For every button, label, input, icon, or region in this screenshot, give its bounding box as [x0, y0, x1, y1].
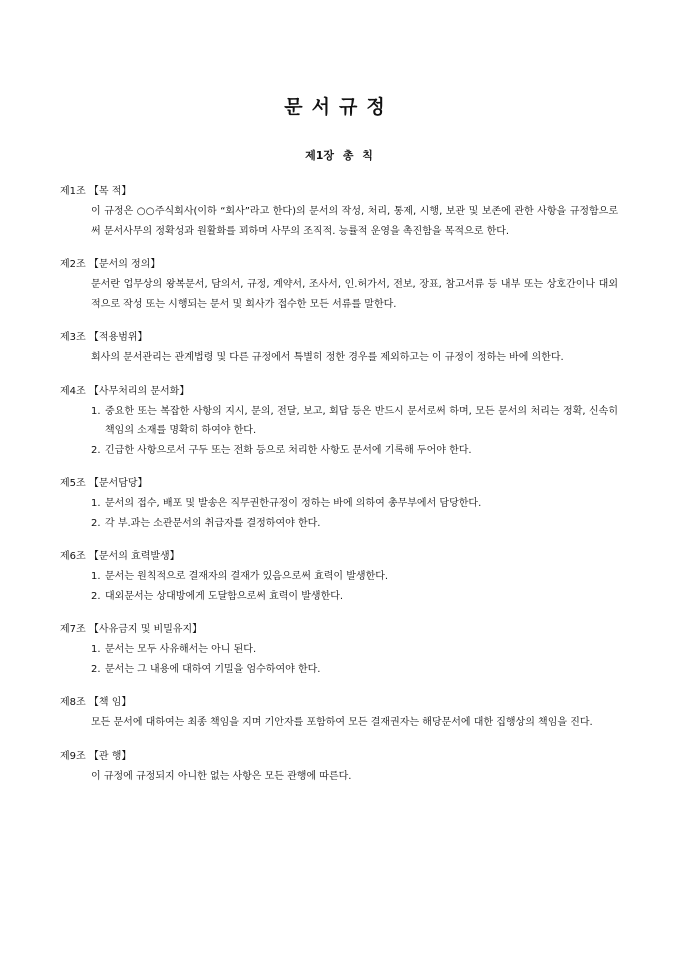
item-number: 2. — [91, 444, 101, 456]
article-heading — [60, 255, 618, 275]
article-number: 제6조 — [60, 551, 86, 562]
article-title: 【관 행】 — [88, 750, 132, 762]
article-title: 【문서의 정의】 — [88, 259, 161, 270]
list-item — [91, 660, 618, 680]
article — [60, 693, 618, 733]
articles-list — [60, 182, 618, 786]
article-heading — [60, 474, 618, 494]
item-text: 문서는 모두 사유해서는 아니 된다. — [105, 644, 257, 655]
item-text: 대외문서는 상대방에게 도달함으로써 효력이 발생한다. — [105, 590, 344, 602]
article-body: 이 규정에 규정되지 아니한 없는 사항은 모든 관행에 따른다. — [91, 770, 352, 782]
article-heading — [60, 182, 618, 202]
article-heading — [60, 328, 618, 348]
article-heading — [60, 382, 618, 402]
item-text: 문서는 원칙적으로 결재자의 결재가 있음으로써 효력이 발생한다. — [105, 571, 389, 582]
document-title: 문서규정 — [284, 96, 394, 118]
article-title: 【사유금지 및 비밀유지】 — [88, 624, 203, 635]
article — [60, 255, 618, 314]
article-title: 【책 임】 — [88, 697, 132, 708]
article — [60, 474, 618, 533]
article-title: 【적용범위】 — [88, 332, 148, 343]
item-number: 2. — [91, 517, 101, 529]
article-heading — [60, 620, 618, 640]
list-item — [91, 567, 618, 587]
article-heading — [60, 693, 618, 713]
article-title: 【문서담당】 — [88, 478, 148, 489]
article-number: 제3조 — [60, 332, 86, 343]
article-items — [60, 494, 618, 533]
item-text: 긴급한 사항으로서 구두 또는 전화 등으로 처리한 사항도 문서에 기록해 두어야 한다. — [105, 444, 472, 456]
item-number: 1. — [91, 498, 101, 509]
article-number: 제1조 — [60, 186, 86, 197]
item-text: 문서의 접수, 배포 및 발송은 직무권한규정이 정하는 바에 의하여 총무부에서 담당한다. — [105, 498, 482, 509]
list-item — [91, 402, 618, 441]
chapter-heading: 제1장 총 칙 — [305, 149, 373, 162]
item-number: 1. — [91, 644, 101, 655]
list-item — [91, 587, 618, 607]
article-body: 문서란 업무상의 왕복문서, 담의서, 규정, 계약서, 조사서, 인.허가서, 전보, 장표, 참고서류 등 내부 또는 상호간이나 대외적으로 작성 또는 시행되는 문서 및 회사가 접수한 모든 서류를 말한다. — [91, 279, 618, 310]
list-item — [91, 441, 618, 461]
item-text: 문서는 그 내용에 대하여 기밀을 엄수하여야 한다. — [105, 663, 321, 675]
article-title: 【목 적】 — [88, 186, 132, 197]
article-title: 【문서의 효력발생】 — [88, 551, 180, 562]
article-heading — [60, 747, 618, 767]
item-number: 1. — [91, 571, 101, 582]
item-number: 2. — [91, 663, 101, 675]
item-text: 각 부.과는 소관문서의 취급자를 결정하여야 한다. — [105, 517, 321, 529]
article-body: 이 규정은 ○○주식회사(이하 “회사”라고 한다)의 문서의 작성, 처리, 통제, 시행, 보관 및 보존에 관한 사항을 규정함으로써 문서사무의 정확성과 원활화를 꾀하며 사무의 조직적. 능률적 운영을 촉진함을 목적으로 한다. — [91, 206, 618, 237]
item-number: 2. — [91, 590, 101, 602]
article-number: 제9조 — [60, 750, 86, 762]
article-body: 회사의 문서관리는 관계법령 및 다른 규정에서 특별히 정한 경우를 제외하고는 이 규정이 정하는 바에 의한다. — [91, 352, 564, 363]
article-number: 제8조 — [60, 697, 86, 708]
article — [60, 620, 618, 679]
item-text: 중요한 또는 복잡한 사항의 지시, 문의, 전달, 보고, 회답 등은 반드시 문서로써 하며, 모든 문서의 처리는 정확, 신속히 책임의 소재를 명확히 하여야 한다. — [105, 405, 618, 436]
article-items — [60, 640, 618, 679]
list-item — [91, 514, 618, 534]
article-title: 【사무처리의 문서화】 — [88, 385, 190, 397]
article — [60, 747, 618, 787]
list-item — [91, 494, 618, 514]
article-items — [60, 567, 618, 606]
article-number: 제4조 — [60, 385, 86, 397]
article-heading — [60, 547, 618, 567]
article — [60, 182, 618, 241]
article-items — [60, 402, 618, 461]
article — [60, 328, 618, 368]
article-number: 제2조 — [60, 259, 86, 270]
article-number: 제5조 — [60, 478, 86, 489]
item-number: 1. — [91, 405, 101, 417]
article-body: 모든 문서에 대하여는 최종 책임을 지며 기안자를 포함하여 모든 결재권자는 해당문서에 대한 집행상의 책임을 진다. — [91, 717, 593, 728]
list-item — [91, 640, 618, 660]
article — [60, 547, 618, 606]
article — [60, 382, 618, 461]
article-number: 제7조 — [60, 624, 86, 635]
